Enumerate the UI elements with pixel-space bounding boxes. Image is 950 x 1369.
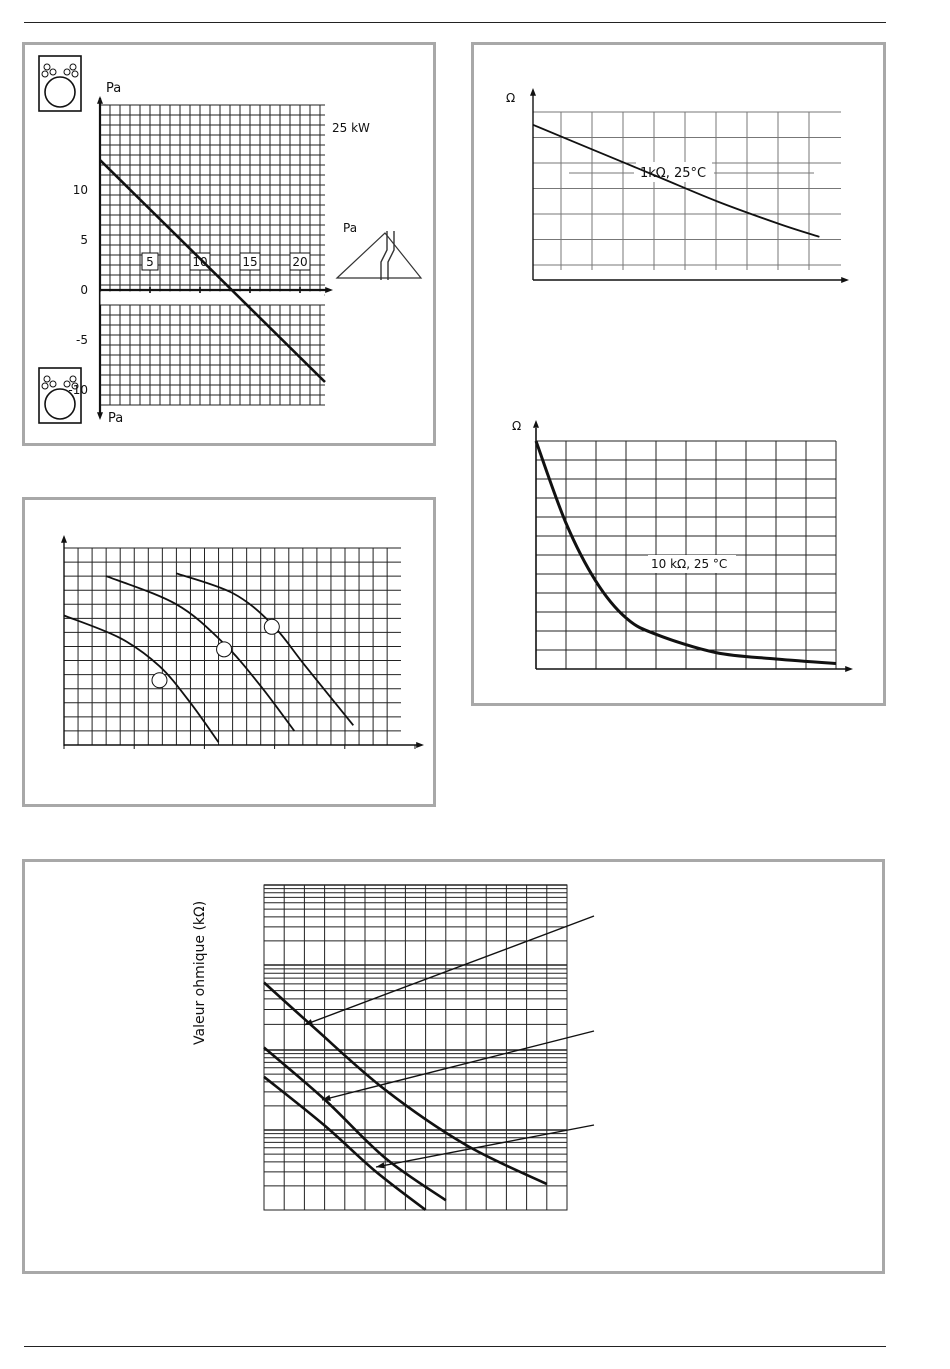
pressure-x-tick-label: 20 xyxy=(292,255,308,269)
resistance-callout-line-2 xyxy=(322,1031,594,1100)
pressure-y-tick-label: 5 xyxy=(80,233,88,247)
pressure-y-tick-label: 0 xyxy=(80,283,88,297)
resistance-curve-middle xyxy=(264,1048,446,1201)
resistance-callout-line-1 xyxy=(304,916,594,1025)
resistance-callout-line-3 xyxy=(376,1125,594,1167)
pressure-ylabel-bottom: Pa xyxy=(108,411,124,426)
pressure-x-tick-label: 5 xyxy=(146,255,154,269)
pressure-y-tick-label: -5 xyxy=(76,333,88,347)
pressure-xlabel: Pa xyxy=(343,221,358,235)
resistance-ylabel: Valeur ohmique (kΩ) xyxy=(192,900,208,1045)
pressure-y-tick-label: -10 xyxy=(68,383,88,397)
pressure-x-tick-label: 15 xyxy=(242,255,258,269)
resistance-frame xyxy=(264,885,567,1210)
pressure-x-tick-label: 10 xyxy=(192,255,208,269)
ntc-10k-annotation: 10 kΩ, 25 °C xyxy=(651,557,728,571)
ntc-1k-annotation: 1kΩ, 25°C xyxy=(640,166,707,181)
resistance-grid xyxy=(264,885,567,1210)
ntc-1k-ylabel: Ω xyxy=(506,91,516,105)
resistance-callout-arrow-3 xyxy=(376,1162,385,1168)
ntc-10k-ylabel: Ω xyxy=(512,419,522,433)
pressure-y-tick-label: 10 xyxy=(72,183,88,197)
series-label-25kw: 25 kW xyxy=(332,121,370,135)
pressure-ylabel-top: Pa xyxy=(106,81,122,96)
